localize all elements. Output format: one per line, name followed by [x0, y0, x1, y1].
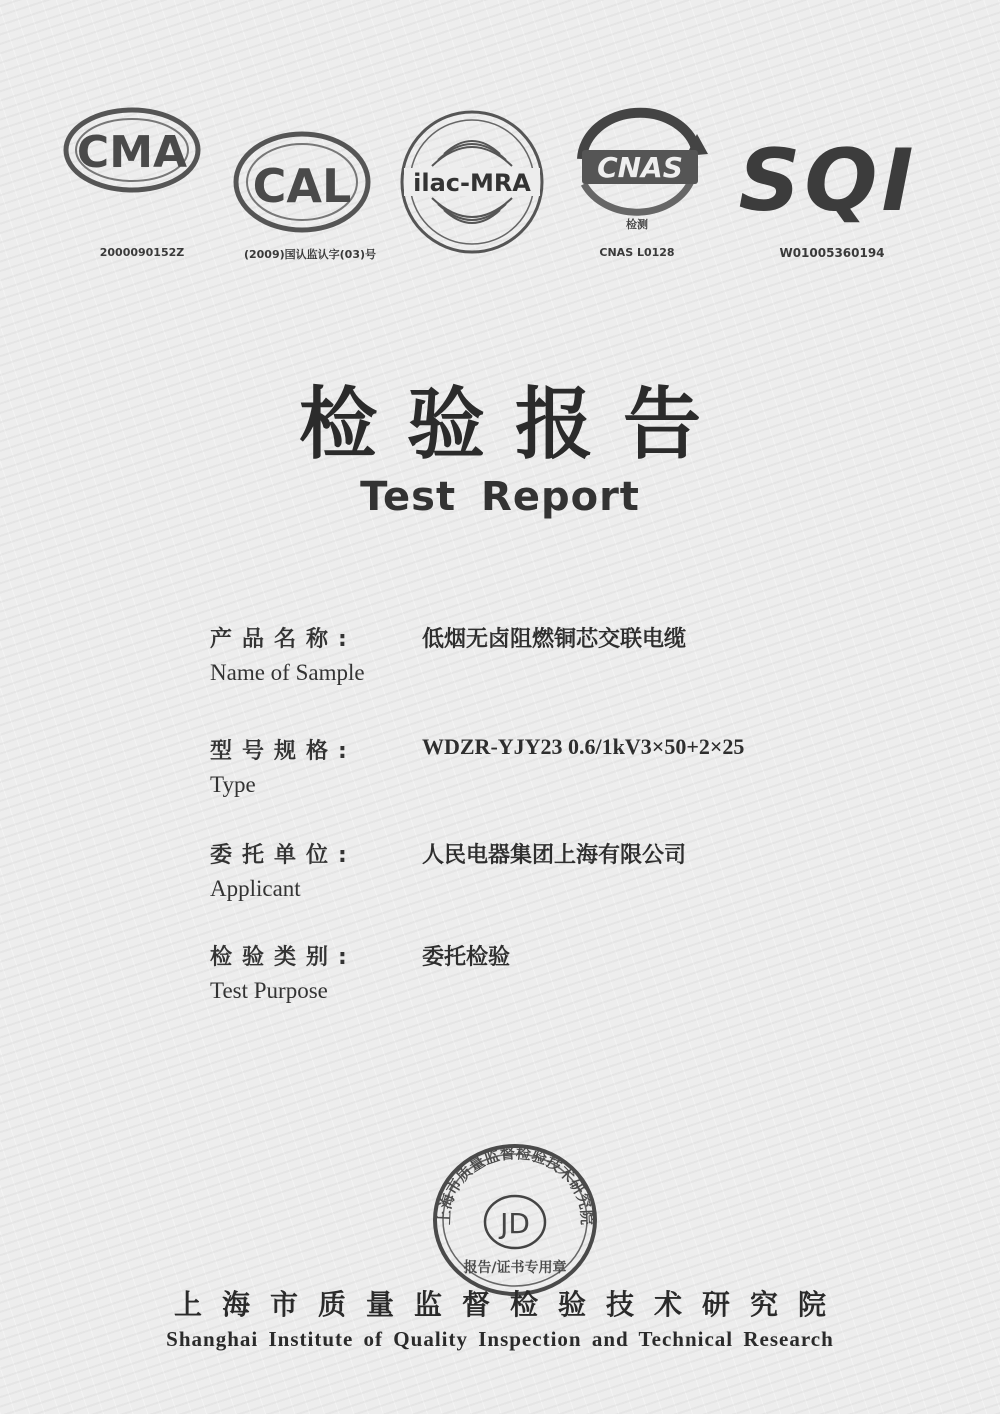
cal-logo — [232, 130, 372, 235]
cnas-logo-text: CNAS — [597, 151, 683, 184]
report-title-cn: 检验报告 — [298, 380, 731, 470]
field-type — [210, 734, 850, 814]
field-label-en: Applicant — [210, 876, 301, 901]
cnas-code: CNAS L0128 — [599, 246, 675, 259]
cma-logo — [62, 105, 202, 195]
official-seal — [428, 1140, 603, 1304]
institute-name-en: Shanghai Institute of Quality Inspection and Technical Research — [166, 1327, 834, 1351]
field-label-cn: 型号规格: — [210, 739, 357, 764]
field-sample-name — [210, 622, 850, 702]
field-label-cn: 委托单位: — [210, 843, 357, 868]
cal-code: (2009)国认监认字(03)号 — [243, 248, 377, 261]
report-title-en: Test Report — [360, 474, 640, 520]
seal-ring-text: 上海市质量监督检验技术研究院 — [435, 1144, 596, 1226]
cal-logo-text: CAL — [252, 159, 352, 213]
cnas-logo-sub: 检测 — [626, 218, 648, 231]
cma-code: 2000090152Z — [99, 246, 185, 259]
field-value: WDZR-YJY23 0.6/1kV3×50+2×25 — [422, 734, 745, 759]
field-label-cn: 产品名称: — [210, 627, 357, 652]
field-applicant — [210, 838, 850, 918]
field-test-purpose — [210, 940, 850, 1020]
ilac-mra-logo-text: ilac-MRA — [413, 169, 531, 197]
ilac-mra-logo — [398, 108, 546, 256]
sqi-code: W01005360194 — [779, 246, 885, 260]
seal-center-text: JD — [500, 1207, 530, 1240]
field-label-en: Test Purpose — [210, 978, 328, 1003]
cnas-logo — [562, 104, 712, 234]
institute-name-cn: 上海市质量监督检验技术研究院 — [173, 1288, 846, 1321]
field-value: 人民电器集团上海有限公司 — [422, 842, 687, 867]
seal-bottom-text: 报告/证书专用章 — [463, 1260, 567, 1276]
sqi-logo-text: SQI — [738, 131, 918, 227]
field-label-cn: 检验类别: — [210, 945, 357, 970]
field-label-en: Type — [210, 772, 256, 797]
field-label-en: Name of Sample — [210, 660, 365, 685]
cma-logo-text: CMA — [76, 127, 188, 178]
field-value: 委托检验 — [422, 944, 511, 969]
sqi-logo — [738, 122, 918, 227]
field-value: 低烟无卤阻燃铜芯交联电缆 — [422, 626, 687, 651]
